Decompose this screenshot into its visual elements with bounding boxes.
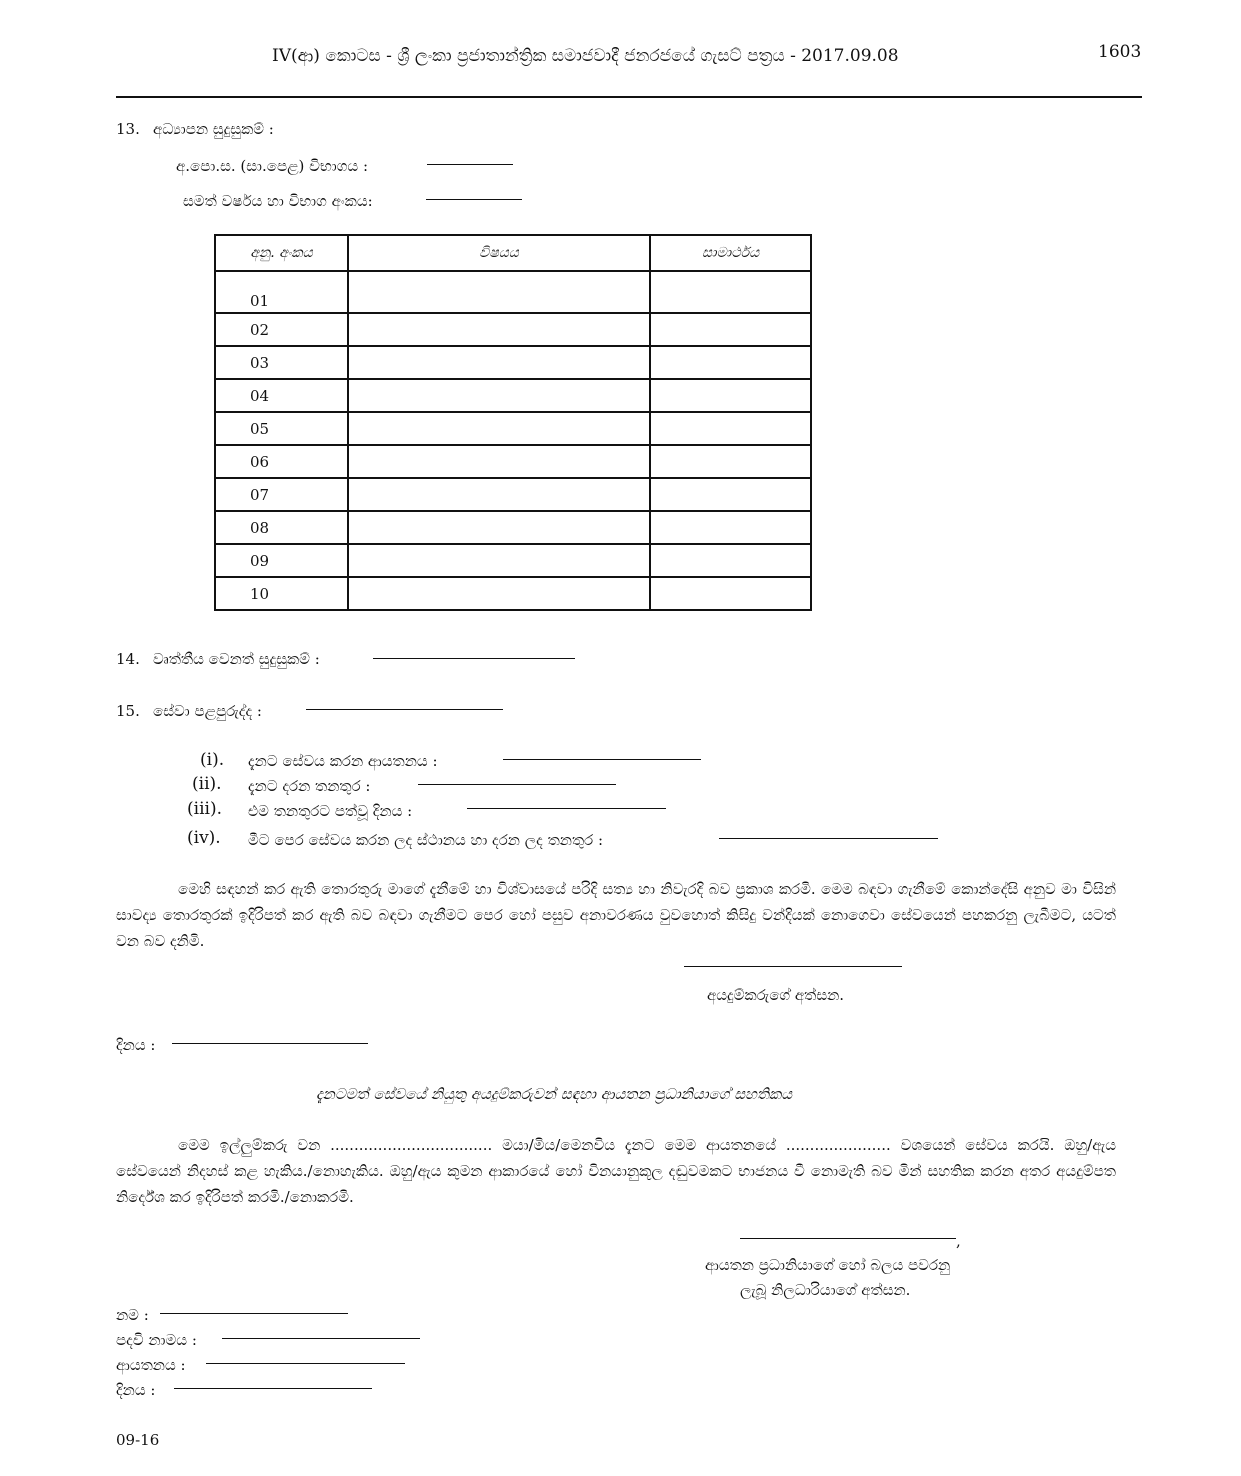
table-row bbox=[215, 445, 811, 478]
subject-cell[interactable] bbox=[348, 478, 650, 511]
appointment-date-field[interactable] bbox=[467, 808, 666, 809]
page-number: 1603 bbox=[1098, 42, 1142, 62]
section-15-number: 15. bbox=[116, 702, 140, 720]
name-label: නම : bbox=[116, 1306, 149, 1324]
grade-cell[interactable] bbox=[650, 379, 811, 412]
certificate-paragraph bbox=[116, 1132, 1116, 1210]
column-header-index: අනු. අංකය bbox=[215, 235, 348, 271]
designation-label: පදවි නාමය : bbox=[116, 1331, 197, 1349]
section-13-number: 13. bbox=[116, 120, 140, 138]
declaration-date-field[interactable] bbox=[172, 1043, 368, 1044]
row-index: 05 bbox=[215, 412, 348, 445]
certificate-text: මෙම ඉල්ලුම්කරු වන .................................. මයා/මිය/මෙනවිය දැනට මෙම ආයතනයේ ...................... වශයෙන් සේවය කරයි. ඔහු/ඇය සේවයෙන් නිදහස් කළ හැකිය./නොහැකිය. ඔහු/ඇය කුමන ආකාරයේ හෝ විනයානුකූල දඬුවමකට භාජනය වී නොමැති බව මින් සහතික කරන අතර අයදුම්පත නිර්දේශ කර ඉදිරිපත් කරමි./නොකරමි. bbox=[116, 1136, 1116, 1206]
certificate-title: දැනටමත් සේවයේ නියුතු අයදුම්කරුවන් සඳහා ආයතන ප්‍රධානියාගේ සහතිකය bbox=[316, 1085, 792, 1103]
item-ii-label: දැනට දරන තනතුර : bbox=[248, 777, 371, 795]
row-index: 08 bbox=[215, 511, 348, 544]
institution-field[interactable] bbox=[206, 1363, 405, 1364]
applicant-signature-line[interactable] bbox=[684, 966, 902, 967]
subject-cell[interactable] bbox=[348, 346, 650, 379]
declaration-text: මෙහි සඳහන් කර ඇති තොරතුරු මාගේ දැනීමේ හා විශ්වාසයේ පරිදි සත්‍ය හා නිවැරදි බව ප්‍රකාශ කරමි. මෙම බඳවා ගැනීමේ කොන්දේසි අනුව මා විසින් සාවද්‍ය තොරතුරක් ඉදිරිපත් කර ඇති බව බඳවා ගැනීමට පෙර හෝ පසුව අනාවරණය වුවහොත් කිසිදු වන්දියක් නොගෙවා සේවයෙන් පහකරනු ලැබීමට, යටත් වන බව දනිමි. bbox=[116, 880, 1116, 950]
row-index: 06 bbox=[215, 445, 348, 478]
row-index: 01 bbox=[215, 271, 348, 313]
subject-cell[interactable] bbox=[348, 379, 650, 412]
certificate-date-field[interactable] bbox=[174, 1388, 372, 1389]
signature-comma: , bbox=[956, 1232, 961, 1250]
grade-cell[interactable] bbox=[650, 313, 811, 346]
subject-cell[interactable] bbox=[348, 544, 650, 577]
item-ii-number: (ii). bbox=[192, 774, 222, 794]
table-row bbox=[215, 511, 811, 544]
row-index: 10 bbox=[215, 577, 348, 610]
header-rule bbox=[116, 96, 1142, 98]
subject-cell[interactable] bbox=[348, 577, 650, 610]
exam-year-label: සමත් වර්ෂය හා විභාග අංකය: bbox=[183, 192, 373, 210]
grade-cell[interactable] bbox=[650, 412, 811, 445]
table-header-row bbox=[215, 235, 811, 271]
certificate-date-label: දිනය : bbox=[116, 1381, 156, 1399]
item-iii-number: (iii). bbox=[187, 799, 222, 819]
ol-exam-field[interactable] bbox=[427, 164, 513, 165]
table-row bbox=[215, 346, 811, 379]
subject-cell[interactable] bbox=[348, 271, 650, 313]
table-row bbox=[215, 577, 811, 610]
table-row bbox=[215, 313, 811, 346]
grade-cell[interactable] bbox=[650, 577, 811, 610]
item-iv-number: (iv). bbox=[187, 828, 221, 848]
grade-cell[interactable] bbox=[650, 511, 811, 544]
footer-code: 09-16 bbox=[116, 1431, 160, 1449]
grade-cell[interactable] bbox=[650, 478, 811, 511]
item-i-label: දැනට සේවය කරන ආයතනය : bbox=[248, 752, 438, 770]
column-header-grade: සාමාර්ථය bbox=[650, 235, 811, 271]
service-experience-field[interactable] bbox=[306, 709, 503, 710]
table-row bbox=[215, 379, 811, 412]
section-13-title: අධ්‍යාපන සුදුසුකම් : bbox=[153, 120, 274, 138]
name-field[interactable] bbox=[160, 1313, 348, 1314]
grade-cell[interactable] bbox=[650, 544, 811, 577]
table-row bbox=[215, 478, 811, 511]
table-row bbox=[215, 412, 811, 445]
previous-service-field[interactable] bbox=[719, 838, 938, 839]
declaration-paragraph bbox=[116, 876, 1116, 954]
section-14-label: වෘත්තීය වෙනත් සුදුසුකම් : bbox=[153, 650, 320, 668]
row-index: 09 bbox=[215, 544, 348, 577]
exam-year-field[interactable] bbox=[426, 199, 522, 200]
item-iii-label: එම තනතුරට පත්වූ දිනය : bbox=[248, 802, 413, 820]
subject-cell[interactable] bbox=[348, 313, 650, 346]
subject-cell[interactable] bbox=[348, 412, 650, 445]
table-row bbox=[215, 271, 811, 313]
subject-cell[interactable] bbox=[348, 445, 650, 478]
row-index: 07 bbox=[215, 478, 348, 511]
row-index: 03 bbox=[215, 346, 348, 379]
designation-field[interactable] bbox=[222, 1338, 420, 1339]
results-table bbox=[214, 234, 812, 611]
current-post-field[interactable] bbox=[418, 784, 616, 785]
column-header-subject: විෂයය bbox=[348, 235, 650, 271]
item-iv-label: මීට පෙර සේවය කරන ලද ස්ථානය හා දරන ලද තනතුර : bbox=[248, 831, 604, 849]
grade-cell[interactable] bbox=[650, 346, 811, 379]
section-15-label: සේවා පළපුරුද්ද : bbox=[153, 702, 262, 720]
grade-cell[interactable] bbox=[650, 271, 811, 313]
section-14-number: 14. bbox=[116, 650, 140, 668]
declaration-date-label: දිනය : bbox=[116, 1036, 156, 1054]
institution-label: ආයතනය : bbox=[116, 1356, 186, 1374]
item-i-number: (i). bbox=[200, 750, 225, 770]
applicant-signature-label: අයදුම්කරුගේ අත්සන. bbox=[707, 986, 845, 1004]
head-signature-label-line2: ලැබූ නිලධාරියාගේ අත්සන. bbox=[740, 1281, 911, 1299]
head-signature-label-line1: ආයතන ප්‍රධානියාගේ හෝ බලය පවරනු bbox=[705, 1256, 951, 1274]
grade-cell[interactable] bbox=[650, 445, 811, 478]
head-signature-line[interactable] bbox=[740, 1238, 956, 1239]
subject-cell[interactable] bbox=[348, 511, 650, 544]
row-index: 04 bbox=[215, 379, 348, 412]
current-institution-field[interactable] bbox=[503, 759, 701, 760]
row-index: 02 bbox=[215, 313, 348, 346]
table-row bbox=[215, 544, 811, 577]
ol-exam-label: අ.පො.ස. (සා.පෙළ) විභාගය : bbox=[176, 157, 369, 175]
page-header-title: IV(ආ) කොටස - ශ්‍රී ලංකා ප්‍රජාතාන්ත්‍රික සමාජවාදී ජනරජයේ ගැසට් පත්‍රය - 2017.09.08 bbox=[272, 46, 899, 66]
other-qualifications-field[interactable] bbox=[373, 658, 575, 659]
